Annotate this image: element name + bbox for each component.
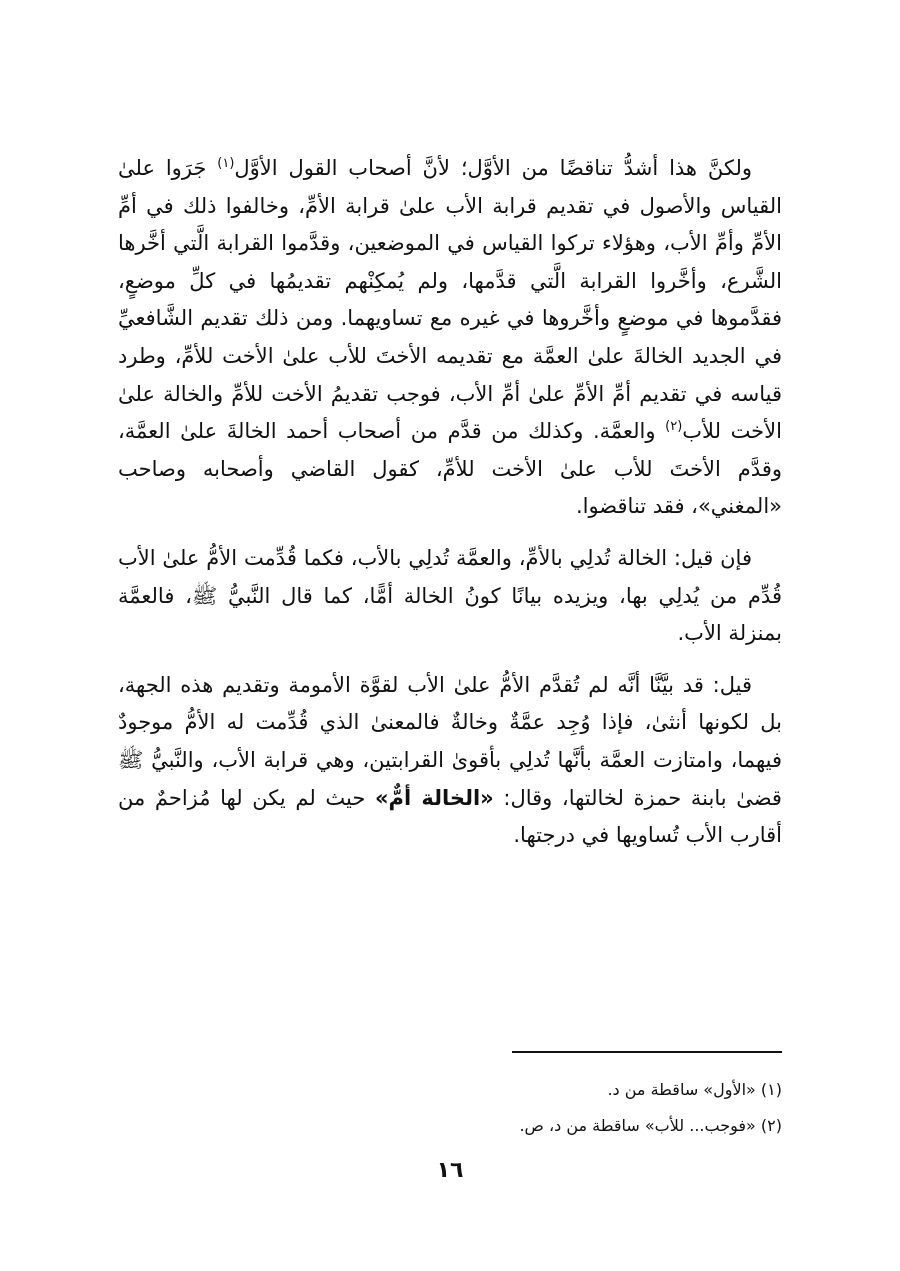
paragraph-3-part-1: قيل: قد بيَّنَّا أنَّه لم تُقدَّم الأمُّ علىٰ الأب لقوَّة الأمومة وتقديم هذه الجهة، بل لكونها أنثىٰ، فإذا وُجِد عمَّةٌ وخالةٌ فالمعنىٰ الذي قُدِّمت له الأمُّ موجودٌ فيهما، وامتازت العمَّة بأنَّها تُدلِي بأقوىٰ القرابتين، وهي قرابة الأب، والنَّبيُّ ﷺ قضىٰ بابنة حمزة لخالتها، وقال: <box>118 672 782 810</box>
footnote-ref-1: (١) <box>217 156 235 171</box>
footnote-2-text: «فوجب... للأب» ساقطة من د، ص. <box>519 1116 756 1135</box>
page-number: ١٦ <box>436 1158 464 1183</box>
footnote-2-number: (٢) <box>760 1116 782 1135</box>
paragraph-2: فإن قيل: الخالة تُدلِي بالأمِّ، والعمَّة تُدلِي بالأب، فكما قُدِّمت الأمُّ علىٰ الأب قُدِّم من يُدلِي بها، ويزيده بيانًا كونُ الخالة أمًّا، كما قال النَّبيُّ ﷺ، فالعمَّة بمنزلة الأب. <box>118 545 782 646</box>
paragraph-3-part-2: حيث لم يكن لها مُزاحمٌ من أقارب الأب تُساويها في درجتها. <box>118 785 782 848</box>
body-text <box>118 150 782 869</box>
paragraph-3 <box>118 667 782 855</box>
footnote-divider <box>512 1051 782 1053</box>
hadith-quote: «الخالة أمٌّ» <box>374 785 494 810</box>
paragraph-1-part-3: والعمَّة. وكذلك من قدَّم من أصحاب أحمد الخالةَ علىٰ العمَّة، وقدَّم الأختَ للأب علىٰ الأخت للأمِّ، كقول القاضي وأصحابه وصاحب «المغني»، فقد تناقضوا. <box>118 419 782 519</box>
paragraph-1-part-2: جَرَوا علىٰ القياس والأصول في تقديم قرابة الأب علىٰ قرابة الأمِّ، وخالفوا ذلك في أمِّ الأمِّ وأمِّ الأب، وهؤلاء تركوا القياس في الموضعين، وقدَّموا القرابة الَّتي أخَّرها الشَّرع، وأخَّروا القرابة الَّتي قدَّمها، ولم يُمكِنْهم تقديمُها في كلِّ موضعٍ، فقدَّموها في موضعٍ وأخَّروها في غيره مع تساويهما. ومن ذلك تقديم الشَّافعيِّ في الجديد الخالةَ علىٰ العمَّة مع تقديمه الأختَ للأب علىٰ الأخت للأمِّ، وطرد قياسه في تقديم أمِّ الأمِّ علىٰ أمِّ الأب، فوجب تقديمُ الأخت للأمِّ والخالة علىٰ الأخت للأب <box>118 156 782 444</box>
footnotes <box>118 1072 782 1144</box>
footnote-2 <box>118 1108 782 1144</box>
footnote-ref-2: (٢) <box>665 419 683 435</box>
footnote-1-number: (١) <box>760 1080 782 1099</box>
paragraph-1 <box>118 150 782 526</box>
footnote-1 <box>118 1072 782 1108</box>
footnote-1-text: «الأول» ساقطة من د. <box>607 1080 756 1099</box>
paragraph-1-part-1: ولكنَّ هذا أشدُّ تناقضًا من الأوَّل؛ لأنَّ أصحاب القول الأوَّل <box>234 156 752 180</box>
